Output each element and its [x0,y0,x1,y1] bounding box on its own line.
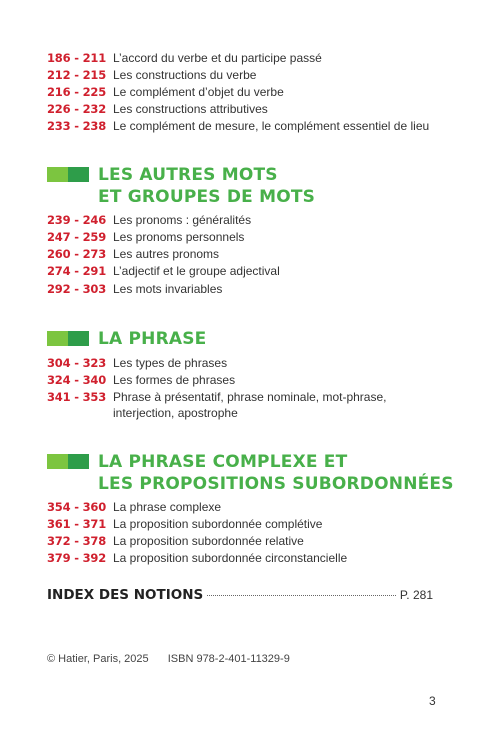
section-heading [47,451,454,495]
toc-entry [47,389,413,421]
page-range: 292 - 303 [47,282,106,296]
toc-entry [47,516,322,532]
entry-title: La phrase complexe [113,500,222,514]
toc-entry [47,499,221,515]
entry-title: La proposition subordonnée relative [113,534,304,548]
toc-entry [47,372,235,388]
leader-dots [207,595,396,596]
toc-entry [47,550,347,566]
entry-title: Les constructions attributives [113,102,268,116]
toc-entry [47,50,322,66]
page-range: 186 - 211 [47,51,106,65]
section-marker-icon [47,454,89,469]
section-title-line: LES AUTRES MOTS [98,165,278,185]
toc-entry [47,67,256,83]
section-marker-icon [47,331,89,346]
page-range: 226 - 232 [47,102,106,116]
page-range: 341 - 353 [47,390,106,404]
section-title-line: LA PHRASE COMPLEXE ET [98,452,348,472]
page-range: 361 - 371 [47,517,106,531]
toc-entry [47,355,227,371]
toc-entry [47,263,280,279]
page-range: 372 - 378 [47,534,106,548]
page-range: 216 - 225 [47,85,106,99]
section-title-line: ET GROUPES DE MOTS [98,187,316,207]
toc-entry [47,118,429,134]
toc-entry [47,101,268,117]
entry-title: L’accord du verbe et du participe passé [113,51,322,65]
index-entry [47,587,433,603]
page-number: 3 [429,694,436,708]
toc-entry [47,84,284,100]
entry-title: Le complément d’objet du verbe [113,85,284,99]
entry-title: La proposition subordonnée complétive [113,517,323,531]
index-label: INDEX DES NOTIONS [47,587,204,603]
page-range: 260 - 273 [47,247,106,261]
section-title-line: LES PROPOSITIONS SUBORDONNÉES [98,474,454,494]
page-range: 354 - 360 [47,500,106,514]
entry-title: Les mots invariables [113,282,223,296]
page-range: 304 - 323 [47,356,106,370]
section-title-line: LA PHRASE [98,329,207,349]
entry-title [113,389,413,421]
isbn: ISBN 978-2-401-11329-9 [167,653,290,665]
entry-title: Le complément de mesure, le complément essentiel de lieu [113,119,430,133]
toc-entry [47,229,244,245]
section-heading [47,164,315,208]
entry-title: Les types de phrases [113,356,228,370]
entry-title-line: interjection, apostrophe [113,406,238,420]
toc-entry [47,212,251,228]
footer [47,653,306,665]
toc-entry [47,281,222,297]
entry-title: Les autres pronoms [113,247,220,261]
page-range: 274 - 291 [47,264,106,278]
page-range: 239 - 246 [47,213,106,227]
page-range: 379 - 392 [47,551,106,565]
page-range: 212 - 215 [47,68,106,82]
section-heading [47,328,207,350]
copyright: © Hatier, Paris, 2025 [47,653,149,665]
entry-title: Les formes de phrases [113,373,236,387]
section-marker-icon [47,167,89,182]
page-range: 324 - 340 [47,373,106,387]
entry-title-line: Phrase à présentatif, phrase nominale, mot-phrase, [113,390,387,404]
entry-title: L’adjectif et le groupe adjectival [113,264,280,278]
entry-title: Les pronoms : généralités [113,213,252,227]
index-page: P. 281 [399,588,433,602]
toc-entry [47,533,304,549]
entry-title: Les pronoms personnels [113,230,245,244]
page-range: 247 - 259 [47,230,106,244]
toc-entry [47,246,219,262]
page-range: 233 - 238 [47,119,106,133]
entry-title: Les constructions du verbe [113,68,257,82]
entry-title: La proposition subordonnée circonstancielle [113,551,348,565]
